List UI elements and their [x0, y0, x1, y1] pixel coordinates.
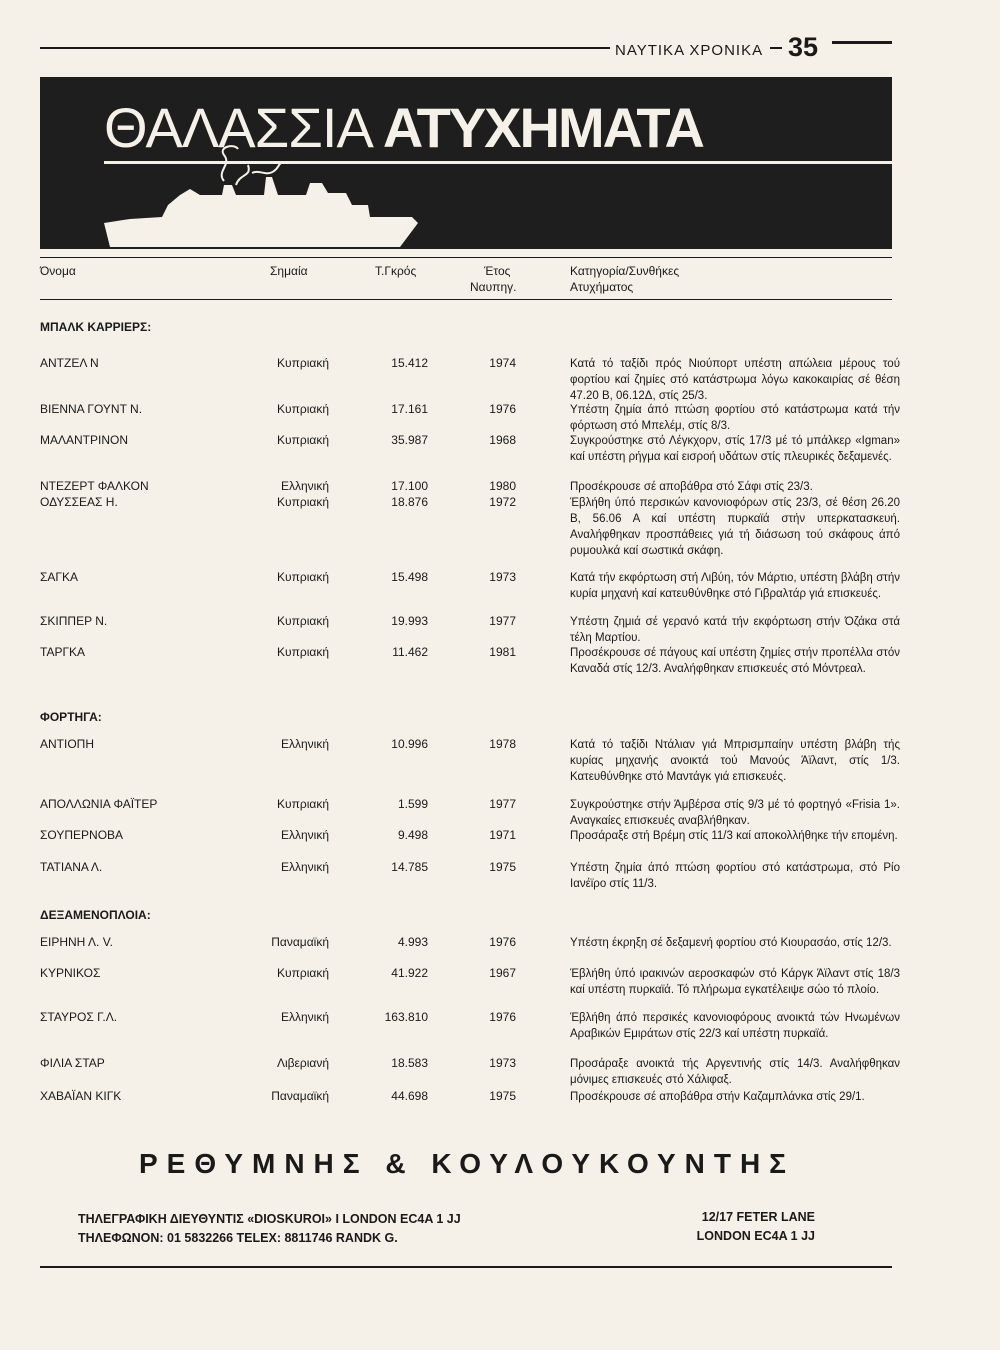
vessel-year: 1975 — [489, 860, 516, 874]
col-category-1: Κατηγορία/Συνθήκες — [570, 264, 680, 278]
vessel-name: ΜΑΛΑΝΤΡΙΝΟΝ — [40, 433, 129, 447]
vessel-flag: Ελληνική — [280, 860, 329, 874]
col-flag: Σημαία — [270, 264, 308, 278]
vessel-tonnage: 17.161 — [391, 402, 428, 416]
vessel-year: 1980 — [489, 479, 516, 493]
sinking-ship-illustration — [40, 77, 892, 249]
section-title: ΦΟΡΤΗΓΑ: — [40, 710, 102, 724]
vessel-name: ΣΟΥΠΕΡΝΟΒΑ — [40, 828, 124, 842]
footer-rule — [40, 1266, 892, 1268]
vessel-flag: Ελληνική — [280, 1010, 329, 1024]
vessel-flag: Λιβεριανή — [276, 1056, 329, 1070]
vessel-name: ΑΝΤΙΟΠΗ — [40, 737, 94, 751]
magazine-name: ΝΑΥΤΙΚΑ ΧΡΟΝΙΚΑ — [615, 42, 764, 59]
telegraph-address: ΤΗΛΕΓΡΑΦΙΚΗ ΔΙΕΥΘΥΝΤΙΣ «DIOSKUROI» I LONDON EC4A 1 JJ — [78, 1212, 461, 1226]
vessel-tonnage: 18.583 — [391, 1056, 428, 1070]
table-top-rule — [40, 257, 892, 258]
table-header-rule — [40, 299, 892, 300]
section-title: ΜΠΑΛΚ ΚΑΡΡΙΕΡΣ: — [40, 320, 152, 334]
vessel-tonnage: 14.785 — [391, 860, 428, 874]
vessel-tonnage: 11.462 — [392, 645, 428, 659]
vessel-tonnage: 4.993 — [397, 935, 428, 949]
incident-description: Υπέστη ζημία άπό πτώση φορτίου στό κατάστρωμα, στό Ρίο Ιανέϊρο στίς 11/3. — [570, 862, 900, 890]
vessel-flag: Κυπριακή — [277, 797, 329, 811]
incident-description: Έβλήθη ύπό ιρακινών αεροσκαφών στό Κάργκ Άϊλαντ στίς 18/3 καί υπέστη πυρκαϊά. Τό πλήρωμα εγκατέλειψε σώο τό πλοίο. — [570, 968, 900, 996]
incident-description: Προσέκρουσε σέ αποβάθρα στό Σάφι στίς 23/3. — [570, 481, 813, 493]
col-year-1: Έτος — [484, 264, 511, 278]
vessel-flag: Κυπριακή — [277, 495, 329, 509]
vessel-name: ΝΤΕΖΕΡΤ ΦΑΛΚΟΝ — [40, 479, 149, 493]
vessel-flag: Ελληνική — [280, 737, 329, 751]
vessel-flag: Ελληνική — [280, 479, 329, 493]
title-banner — [40, 77, 892, 249]
incident-description: Υπέστη έκρηξη σέ δεξαμενή φορτίου στό Κιουρασάο, στίς 12/3. — [570, 937, 892, 949]
vessel-name: ΟΔΥΣΣΕΑΣ Η. — [40, 495, 118, 509]
vessel-tonnage: 163.810 — [384, 1010, 428, 1024]
vessel-year: 1976 — [489, 402, 516, 416]
vessel-name: ΧΑΒΑΪΑΝ ΚΙΓΚ — [40, 1089, 122, 1103]
vessel-name: ΑΠΟΛΛΩΝΙΑ ΦΑΪΤΕΡ — [40, 797, 158, 811]
vessel-name: ΣΤΑΥΡΟΣ Γ.Λ. — [40, 1010, 118, 1024]
vessel-flag: Παναμαϊκή — [271, 1089, 329, 1103]
incident-description: Προσέκρουσε σέ αποβάθρα στήν Καζαμπλάνκα στίς 29/1. — [570, 1091, 865, 1103]
vessel-flag: Κυπριακή — [277, 614, 329, 628]
section-title: ΔΕΞΑΜΕΝΟΠΛΟΙΑ: — [40, 908, 151, 922]
vessel-tonnage: 17.100 — [391, 479, 428, 493]
incident-description: Κατά τήν εκφόρτωση στή Λιβύη, τόν Μάρτιο, υπέστη βλάβη στήν κυρία μηχανή καί κατευθύνθηκε στό Γιβραλτάρ γιά επισκευές. — [570, 572, 900, 600]
company-name: ΡΕΘΥΜΝΗΣ & ΚΟΥΛΟΥΚΟΥΝΤΗΣ — [138, 1148, 795, 1179]
vessel-name: ΕΙΡΗΝΗ Λ. V. — [40, 935, 113, 949]
vessel-year: 1967 — [489, 966, 516, 980]
incident-description: Προσάραξε ανοικτά τής Αργεντινής στίς 14/3. Αναλήφθηκαν μόνιμες επισκευές στό Χάλιφαξ. — [570, 1058, 900, 1086]
vessel-tonnage: 35.987 — [391, 433, 428, 447]
vessel-year: 1976 — [489, 935, 516, 949]
vessel-tonnage: 18.876 — [391, 495, 428, 509]
vessel-flag: Κυπριακή — [277, 966, 329, 980]
vessel-tonnage: 41.922 — [391, 966, 428, 980]
incident-description: Κατά τό ταξίδι πρός Νιούπορτ υπέστη απώλεια μέρους τού φορτίου καί ζημίες στό κατάστρωμα λόγω κακοκαιρίας σέ θέση 47.20 Β, 06.12Δ, στίς 25/3. — [570, 358, 900, 402]
vessel-year: 1973 — [489, 1056, 516, 1070]
vessel-year: 1968 — [489, 433, 516, 447]
vessel-name: ΣΑΓΚΑ — [40, 570, 79, 584]
vessel-tonnage: 10.996 — [391, 737, 428, 751]
vessel-flag: Ελληνική — [280, 828, 329, 842]
city-address: LONDON EC4A 1 JJ — [696, 1229, 815, 1243]
vessel-year: 1981 — [489, 645, 516, 659]
vessel-flag: Κυπριακή — [277, 402, 329, 416]
vessel-name: ΤΑΡΓΚΑ — [40, 645, 86, 659]
title-light: ΘΑΛΑΣΣΙΑ — [104, 96, 373, 159]
vessel-tonnage: 44.698 — [391, 1089, 428, 1103]
ship-icon — [104, 177, 418, 247]
incident-description: Προσάραξε στή Βρέμη στίς 11/3 καί αποκολλήθηκε τήν επομένη. — [570, 830, 898, 842]
vessel-year: 1972 — [489, 495, 516, 509]
vessel-name: ΣΚΙΠΠΕΡ Ν. — [40, 614, 108, 628]
page-number: 35 — [788, 32, 819, 62]
vessel-tonnage: 15.498 — [391, 570, 428, 584]
vessel-year: 1977 — [489, 797, 516, 811]
incident-description: Υπέστη ζημία άπό πτώση φορτίου στό κατάστρωμα κατά τήν φόρτωση στό Μπελέμ, στίς 8/3. — [570, 404, 900, 432]
vessel-flag: Κυπριακή — [277, 570, 329, 584]
vessel-year: 1978 — [489, 737, 516, 751]
phone-telex: ΤΗΛΕΦΩΝΟΝ: 01 5832266 TELEX: 8811746 RANDK G. — [78, 1231, 398, 1245]
vessel-year: 1974 — [489, 356, 516, 370]
vessel-name: ΒΙΕΝΝΑ ΓΟΥΝΤ Ν. — [40, 402, 143, 416]
col-year-2: Ναυπηγ. — [470, 280, 517, 294]
incident-description: Έβλήθη ύπό περσικών κανονιοφόρων στίς 23/3, σέ θέση 26.20 Β, 56.06 Α καί υπέστη πυρκαϊά στήν υπερκατασκευή. Αναλήφθηκαν προσπάθειες γιά τή διάσωση τού σκάφους άπό ρυμουλκά καί σωστικά σκάφη. — [570, 497, 900, 557]
vessel-name: ΤΑΤΙΑΝΑ Λ. — [40, 860, 103, 874]
vessel-year: 1975 — [489, 1089, 516, 1103]
vessel-name: ΦΙΛΙΑ ΣΤΑΡ — [40, 1056, 105, 1070]
street-address: 12/17 FETER LANE — [701, 1210, 815, 1224]
vessel-flag: Κυπριακή — [277, 645, 329, 659]
vessel-year: 1973 — [489, 570, 516, 584]
vessel-tonnage: 19.993 — [391, 614, 428, 628]
vessel-year: 1977 — [489, 614, 516, 628]
incident-description: Συγκρούστηκε στήν Άμβέρσα στίς 9/3 μέ τό φορτηγό «Frisia 1». Αναγκαίες επισκευές αναβλήθηκαν. — [570, 799, 900, 827]
smoke-icon — [222, 146, 286, 185]
title-bold: ΑΤΥΧΗΜΑΤΑ — [382, 96, 703, 159]
vessel-name: ΑΝΤΖΕΛ Ν — [40, 356, 99, 370]
vessel-flag: Κυπριακή — [277, 356, 329, 370]
vessel-flag: Κυπριακή — [277, 433, 329, 447]
incident-description: Υπέστη ζημιά σέ γερανό κατά τήν εκφόρτωση στήν Όζάκα στά τέλη Μαρτίου. — [570, 616, 900, 644]
col-category-2: Ατυχήματος — [570, 280, 634, 294]
header-rule-left — [40, 47, 610, 49]
incident-description: Προσέκρουσε σέ πάγους καί υπέστη ζημίες στήν προπέλλα στόν Καναδά στίς 12/3. Αναλήφθηκαν επισκευές στό Μόντρεαλ. — [570, 647, 900, 675]
vessel-name: ΚΥΡΝΙΚΟΣ — [40, 966, 101, 980]
header-rule-mid — [770, 47, 782, 49]
vessel-tonnage: 1.599 — [397, 797, 428, 811]
incident-description: Έβλήθη άπό περσικές κανονιοφόρους ανοικτά τών Ηνωμένων Αραβικών Εμιράτων στίς 22/3 καί υπέστη πυρκαϊά. — [570, 1012, 900, 1040]
vessel-year: 1971 — [489, 828, 516, 842]
vessel-tonnage: 9.498 — [397, 828, 428, 842]
vessel-year: 1976 — [489, 1010, 516, 1024]
header-rule-right — [832, 41, 892, 44]
vessel-tonnage: 15.412 — [391, 356, 428, 370]
col-name: Όνομα — [40, 264, 76, 278]
vessel-flag: Παναμαϊκή — [271, 935, 329, 949]
incident-description: Κατά τό ταξίδι Ντάλιαν γιά Μπρισμπαίην υπέστη βλάβη τής κυρίας μηχανής ανοικτά τού Μανούς Άϊλαντ, στίς 1/3. Κατευθύνθηκε στό Μαντάγκ γιά επισκευές. — [570, 739, 900, 783]
incident-description: Συγκρούστηκε στό Λέγκχορν, στίς 17/3 μέ τό μπάλκερ «Igman» καί υπέστη ρήγμα καί εισροή υδάτων στίς πλευρικές δεξαμενές. — [570, 435, 900, 463]
col-tonnage: Τ.Γκρός — [375, 264, 417, 278]
banner-line — [104, 161, 892, 164]
